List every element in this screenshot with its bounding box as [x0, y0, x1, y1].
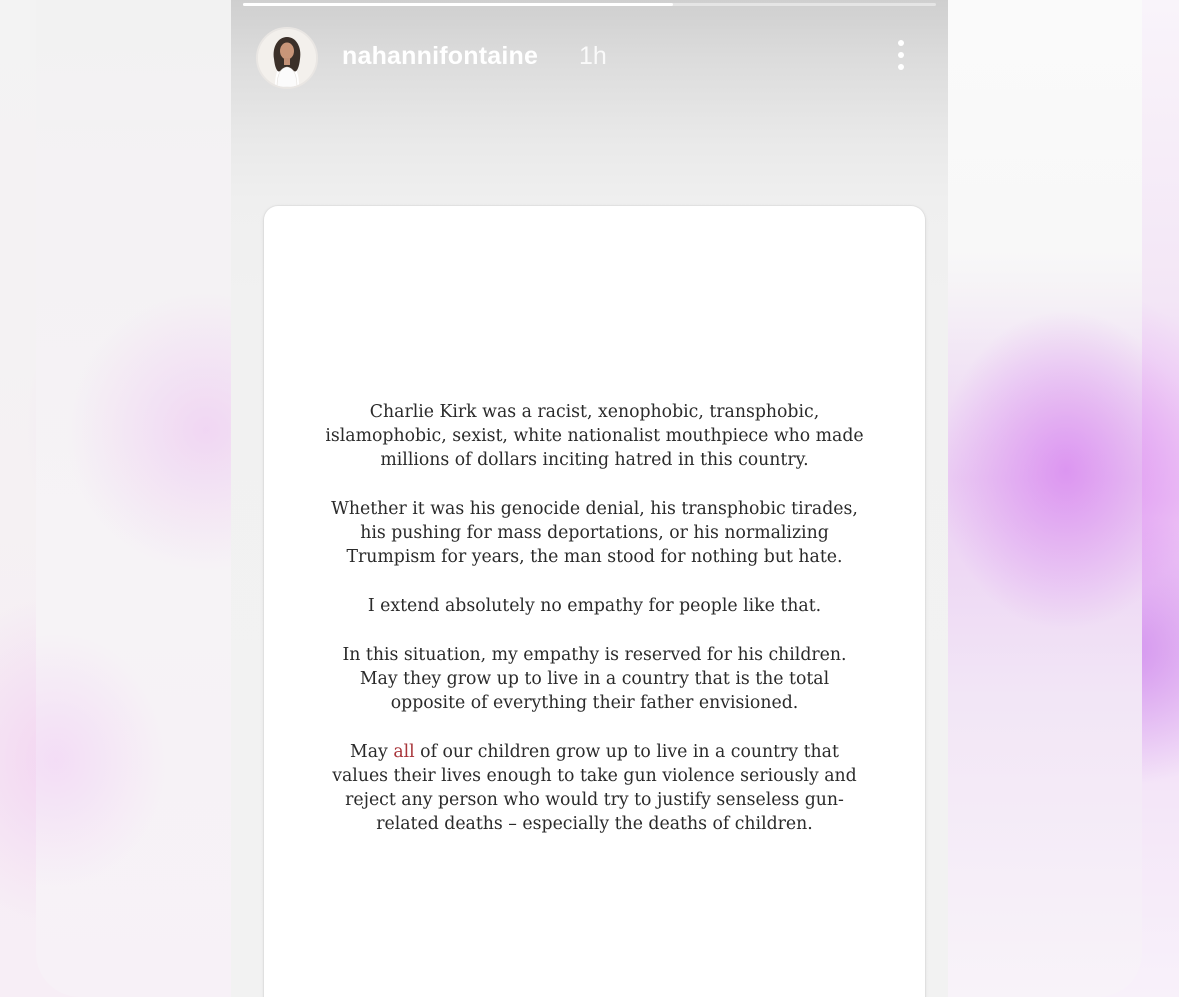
- profile-photo-icon: [258, 29, 316, 87]
- statement-paragraph: [304, 400, 885, 472]
- story-username[interactable]: nahannifontaine: [342, 42, 539, 70]
- statement-line: Charlie Kirk was a racist, xenophobic, transphobic,: [369, 402, 820, 422]
- frame-left-panel: [36, 0, 232, 997]
- statement-line: values their lives enough to take gun violence seriously and: [332, 766, 857, 786]
- statement-paragraph: [304, 497, 885, 569]
- statement-line: reject any person who would try to justify senseless gun-: [345, 790, 844, 810]
- statement-line: In this situation, my empathy is reserved for his children.: [342, 645, 847, 665]
- frame-right-panel: [946, 0, 1142, 997]
- story-progress-fill: [243, 3, 673, 6]
- statement-line-end: of our children grow up to live in a country that: [414, 742, 839, 762]
- statement-line: I extend absolutely no empathy for people like that.: [367, 596, 822, 616]
- statement-line: his pushing for mass deportations, or his normalizing: [360, 523, 829, 543]
- more-vertical-icon[interactable]: [891, 36, 911, 74]
- more-dot: [898, 52, 904, 58]
- more-dot: [898, 64, 904, 70]
- statement-text: [304, 400, 885, 861]
- avatar[interactable]: [256, 27, 318, 89]
- statement-line: islamophobic, sexist, white nationalist mouthpiece who made: [325, 426, 864, 446]
- statement-paragraph: [304, 594, 885, 618]
- statement-line: May they grow up to live in a country that is the total: [359, 669, 830, 689]
- shared-post-card[interactable]: [264, 206, 925, 997]
- statement-line-start: May: [350, 742, 394, 762]
- statement-line: related deaths – especially the deaths of children.: [376, 814, 813, 834]
- story-progress-bar: [243, 3, 936, 6]
- story-viewer[interactable]: [231, 0, 948, 997]
- highlighted-word: all: [393, 742, 415, 762]
- statement-line: opposite of everything their father envisioned.: [390, 693, 799, 713]
- statement-line: millions of dollars inciting hatred in this country.: [380, 450, 809, 470]
- story-timestamp: 1h: [579, 42, 607, 70]
- statement-paragraph: [304, 740, 885, 836]
- statement-paragraph: [304, 643, 885, 715]
- statement-line: Trumpism for years, the man stood for nothing but hate.: [346, 547, 843, 567]
- more-dot: [898, 40, 904, 46]
- statement-line: Whether it was his genocide denial, his transphobic tirades,: [331, 499, 858, 519]
